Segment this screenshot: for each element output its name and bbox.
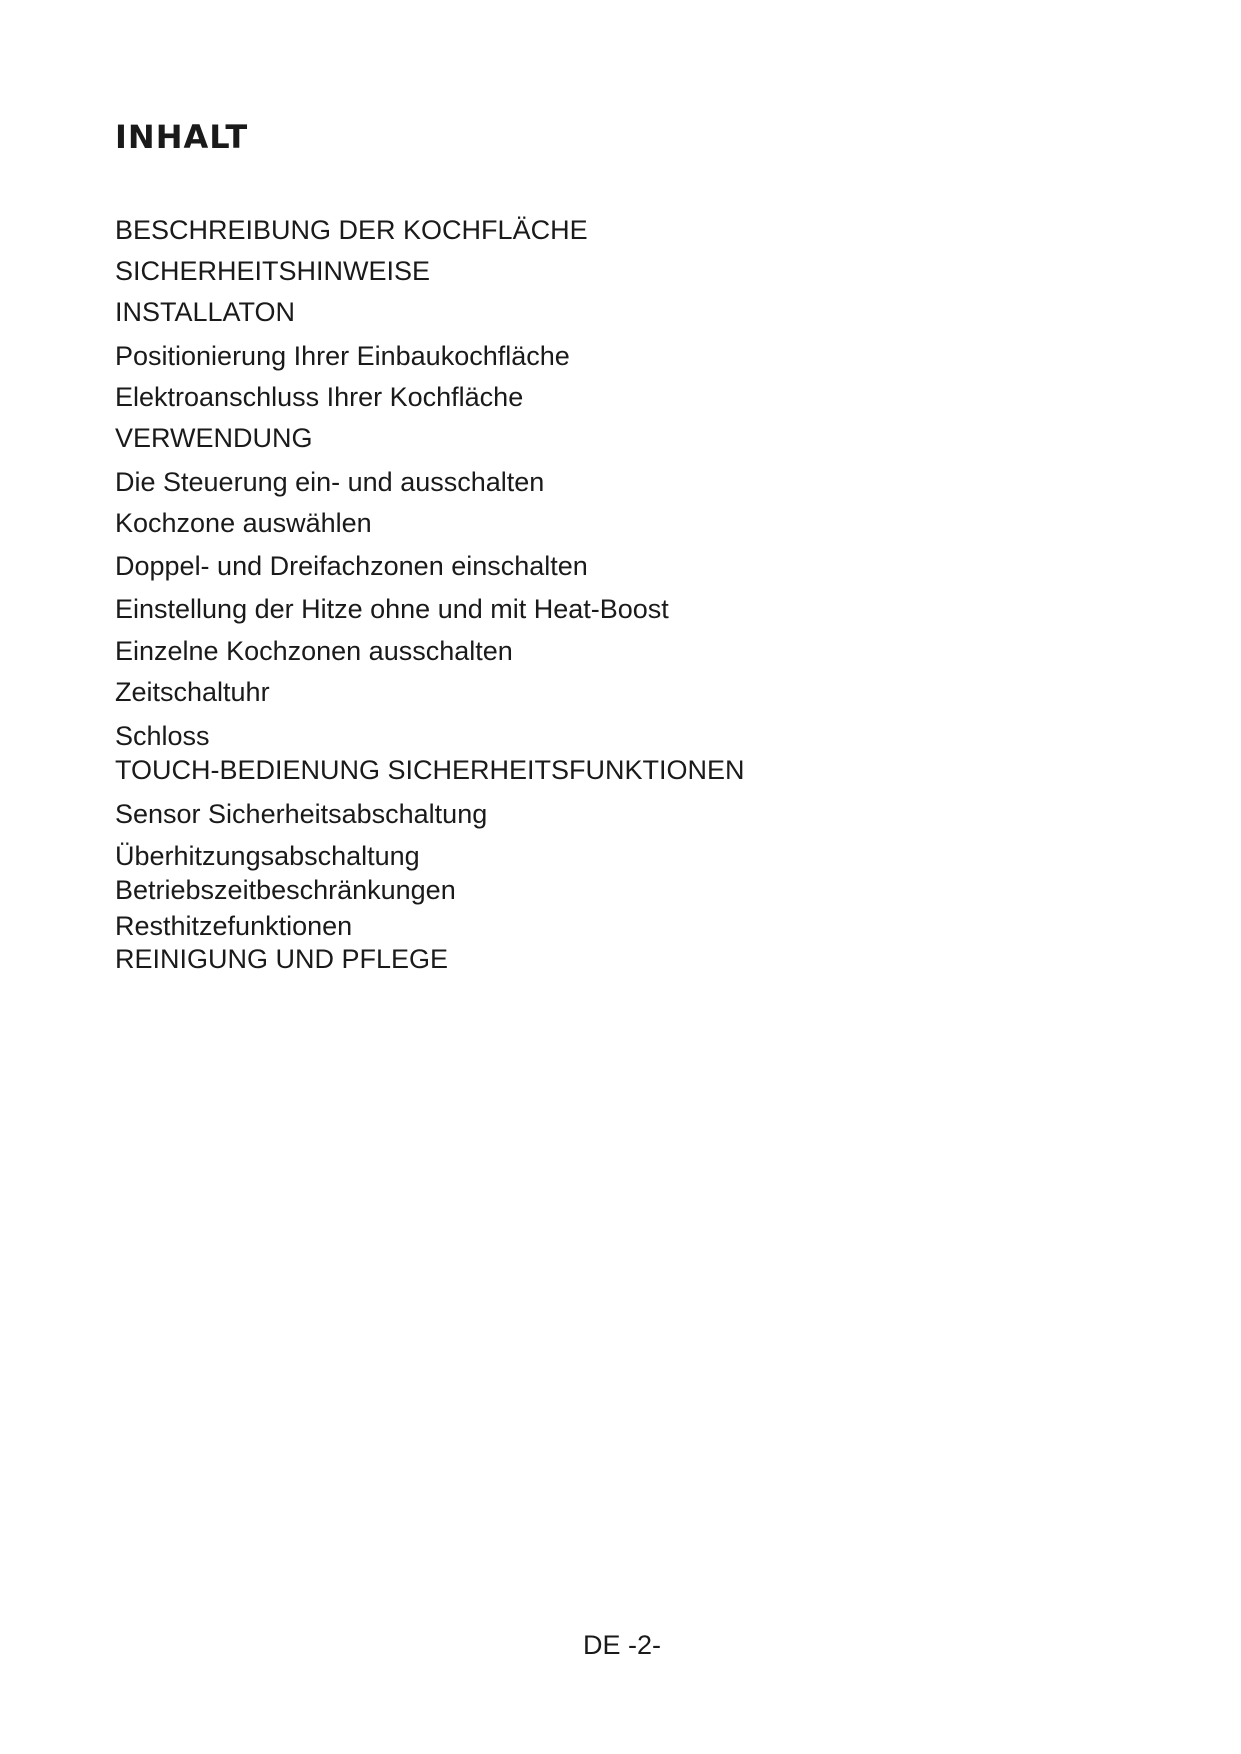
- toc-item-kochzone-auswaehlen: Kochzone auswählen: [115, 508, 372, 538]
- page-number: DE -2-: [583, 1630, 662, 1660]
- toc-item-kochzonen-ausschalten: Einzelne Kochzonen ausschalten: [115, 636, 513, 666]
- toc-item-installation: INSTALLATON: [115, 297, 296, 327]
- toc-item-verwendung: VERWENDUNG: [115, 423, 313, 453]
- toc-item-reinigung: REINIGUNG UND PFLEGE: [115, 944, 449, 974]
- toc-item-sensor-abschaltung: Sensor Sicherheitsabschaltung: [115, 799, 488, 829]
- toc-item-elektroanschluss: Elektroanschluss Ihrer Kochfläche: [115, 382, 524, 412]
- toc-item-betriebszeit: Betriebszeitbeschränkungen: [115, 875, 456, 905]
- toc-item-doppelzonen: Doppel- und Dreifachzonen einschalten: [115, 551, 588, 581]
- toc-item-beschreibung: BESCHREIBUNG DER KOCHFLÄCHE: [115, 215, 588, 245]
- toc-item-heat-boost: Einstellung der Hitze ohne und mit Heat-Boost: [115, 594, 669, 624]
- toc-item-steuerung: Die Steuerung ein- und ausschalten: [115, 467, 545, 497]
- page-title: INHALT: [115, 118, 249, 156]
- toc-item-resthitze: Resthitzefunktionen: [115, 911, 353, 941]
- toc-item-schloss: Schloss: [115, 721, 210, 751]
- toc-item-zeitschaltuhr: Zeitschaltuhr: [115, 677, 270, 707]
- toc-item-touch-bedienung: TOUCH-BEDIENUNG SICHERHEITSFUNKTIONEN: [115, 755, 745, 785]
- toc-item-sicherheitshinweise: SICHERHEITSHINWEISE: [115, 256, 431, 286]
- toc-item-ueberhitzung: Überhitzungsabschaltung: [115, 841, 420, 871]
- toc-item-positionierung: Positionierung Ihrer Einbaukochfläche: [115, 341, 570, 371]
